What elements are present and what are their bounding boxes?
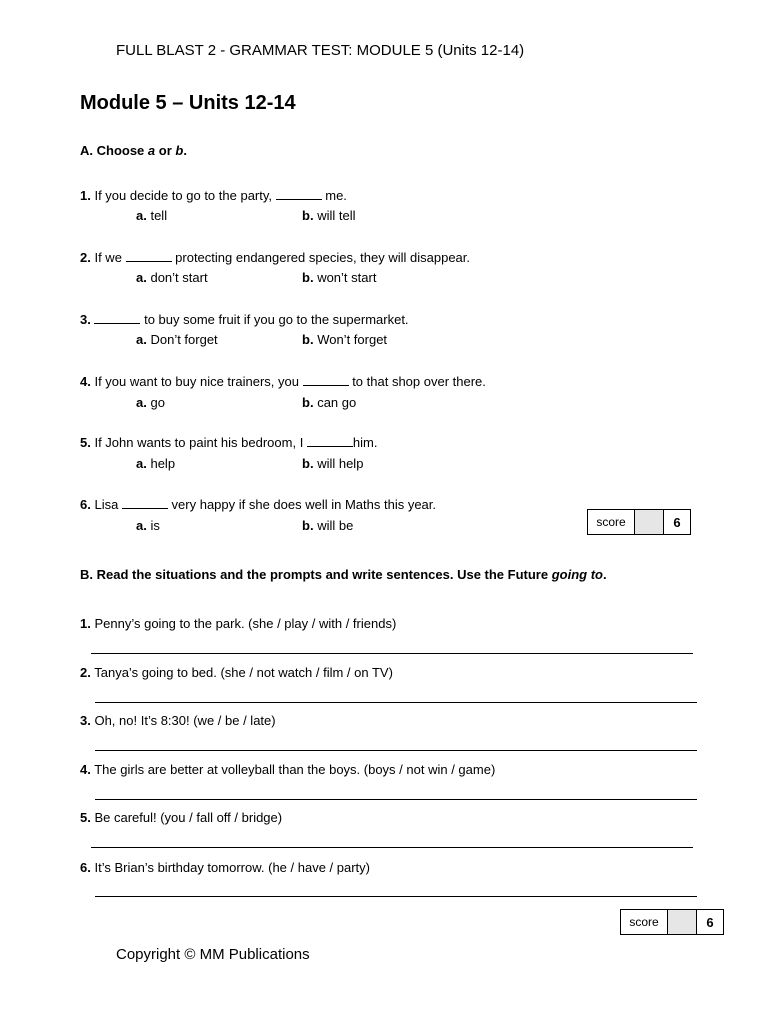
option-label: a.: [136, 270, 147, 285]
item-3: [80, 713, 276, 728]
score-box-a: [587, 509, 691, 535]
item-number: 5.: [80, 810, 91, 825]
question-text: If we: [94, 250, 126, 265]
page-title: Module 5 – Units 12-14: [80, 92, 296, 114]
question-number: 4.: [80, 374, 91, 389]
section-a-heading-text: A. Choose: [80, 143, 148, 158]
section-b-heading-em: going to: [551, 567, 603, 582]
copyright: Copyright © MM Publications: [116, 946, 310, 963]
section-b-heading-end: .: [602, 567, 607, 582]
option-b[interactable]: [302, 518, 353, 533]
question-number: 3.: [80, 312, 91, 327]
option-text: can go: [317, 395, 357, 410]
section-a-heading-end: .: [183, 143, 187, 158]
page-header: FULL BLAST 2 - GRAMMAR TEST: MODULE 5 (Units 12-14): [116, 42, 525, 59]
option-label: a.: [136, 518, 147, 533]
question-3: [80, 312, 409, 327]
score-input[interactable]: [668, 910, 697, 934]
option-text: don’t start: [150, 270, 208, 285]
question-text: If you decide to go to the party,: [94, 188, 276, 203]
score-max: 6: [673, 514, 681, 530]
item-4: [80, 762, 495, 777]
question-number: 6.: [80, 497, 91, 512]
answer-blank[interactable]: [276, 188, 322, 200]
item-number: 1.: [80, 616, 91, 631]
question-text: If you want to buy nice trainers, you: [94, 374, 303, 389]
answer-blank[interactable]: [303, 374, 349, 386]
option-a[interactable]: [136, 270, 208, 285]
answer-line[interactable]: [95, 750, 697, 751]
option-text: will be: [317, 518, 354, 533]
question-1: [80, 188, 347, 203]
item-6: [80, 860, 370, 875]
option-label: a.: [136, 395, 147, 410]
question-number: 2.: [80, 250, 91, 265]
section-a-heading: [80, 143, 187, 158]
option-b[interactable]: [302, 456, 363, 471]
item-text: Penny’s going to the park. (she / play / with / friends): [94, 616, 397, 631]
option-label: b.: [302, 518, 314, 533]
answer-line[interactable]: [95, 896, 697, 897]
option-a[interactable]: [136, 456, 175, 471]
option-a[interactable]: [136, 332, 218, 347]
question-text-end: very happy if she does well in Maths this year.: [167, 497, 437, 512]
option-label: a.: [136, 208, 147, 223]
question-number: 5.: [80, 435, 91, 450]
section-a-heading-b: b: [175, 143, 184, 158]
question-4: [80, 374, 486, 389]
item-text: The girls are better at volleyball than the boys. (boys / not win / game): [94, 762, 496, 777]
section-a-heading-or: or: [155, 143, 176, 158]
score-label: score: [588, 510, 635, 534]
option-text: will tell: [317, 208, 356, 223]
item-5: [80, 810, 282, 825]
option-text: Don’t forget: [150, 332, 218, 347]
item-text: Be careful! (you / fall off / bridge): [94, 810, 283, 825]
option-b[interactable]: [302, 395, 356, 410]
question-number: 1.: [80, 188, 91, 203]
answer-blank[interactable]: [307, 435, 353, 447]
option-label: b.: [302, 395, 314, 410]
question-text-end: protecting endangered species, they will disappear.: [171, 250, 471, 265]
option-b[interactable]: [302, 332, 387, 347]
section-a-heading-a: a: [147, 143, 156, 158]
option-text: help: [150, 456, 176, 471]
score-label: score: [621, 910, 668, 934]
item-text: Tanya’s going to bed. (she / not watch / film / on TV): [94, 665, 393, 680]
option-text: won’t start: [317, 270, 377, 285]
question-6: [80, 497, 436, 512]
question-text-end: me.: [321, 188, 347, 203]
item-1: [80, 616, 396, 631]
option-a[interactable]: [136, 208, 167, 223]
option-text: go: [150, 395, 165, 410]
score-box-b: [620, 909, 724, 935]
option-label: a.: [136, 456, 147, 471]
option-text: will help: [317, 456, 364, 471]
option-label: b.: [302, 208, 314, 223]
question-text-end: to that shop over there.: [348, 374, 486, 389]
item-text: It’s Brian’s birthday tomorrow. (he / have / party): [94, 860, 370, 875]
item-text: Oh, no! It’s 8:30! (we / be / late): [94, 713, 276, 728]
question-2: [80, 250, 470, 265]
option-text: Won’t forget: [317, 332, 388, 347]
answer-line[interactable]: [91, 847, 693, 848]
option-a[interactable]: [136, 518, 160, 533]
item-number: 6.: [80, 860, 91, 875]
option-label: b.: [302, 332, 314, 347]
option-b[interactable]: [302, 208, 355, 223]
question-text: Lisa: [94, 497, 122, 512]
item-2: [80, 665, 393, 680]
section-b-heading-text: B. Read the situations and the prompts and write sentences. Use the Future: [80, 567, 552, 582]
answer-line[interactable]: [95, 799, 697, 800]
question-text: If John wants to paint his bedroom, I: [94, 435, 307, 450]
question-text-end: to buy some fruit if you go to the supermarket.: [140, 312, 409, 327]
score-max: 6: [706, 914, 714, 930]
item-number: 3.: [80, 713, 91, 728]
question-text-end: him.: [352, 435, 378, 450]
option-text: tell: [150, 208, 168, 223]
option-text: is: [150, 518, 160, 533]
answer-line[interactable]: [95, 702, 697, 703]
option-label: a.: [136, 332, 147, 347]
section-b-heading: [80, 567, 607, 582]
option-label: b.: [302, 456, 314, 471]
answer-blank[interactable]: [94, 312, 140, 324]
answer-blank[interactable]: [122, 497, 168, 509]
answer-blank[interactable]: [126, 250, 172, 262]
item-number: 2.: [80, 665, 91, 680]
item-number: 4.: [80, 762, 91, 777]
option-a[interactable]: [136, 395, 165, 410]
answer-line[interactable]: [91, 653, 693, 654]
question-5: [80, 435, 377, 450]
option-b[interactable]: [302, 270, 376, 285]
score-input[interactable]: [635, 510, 664, 534]
option-label: b.: [302, 270, 314, 285]
